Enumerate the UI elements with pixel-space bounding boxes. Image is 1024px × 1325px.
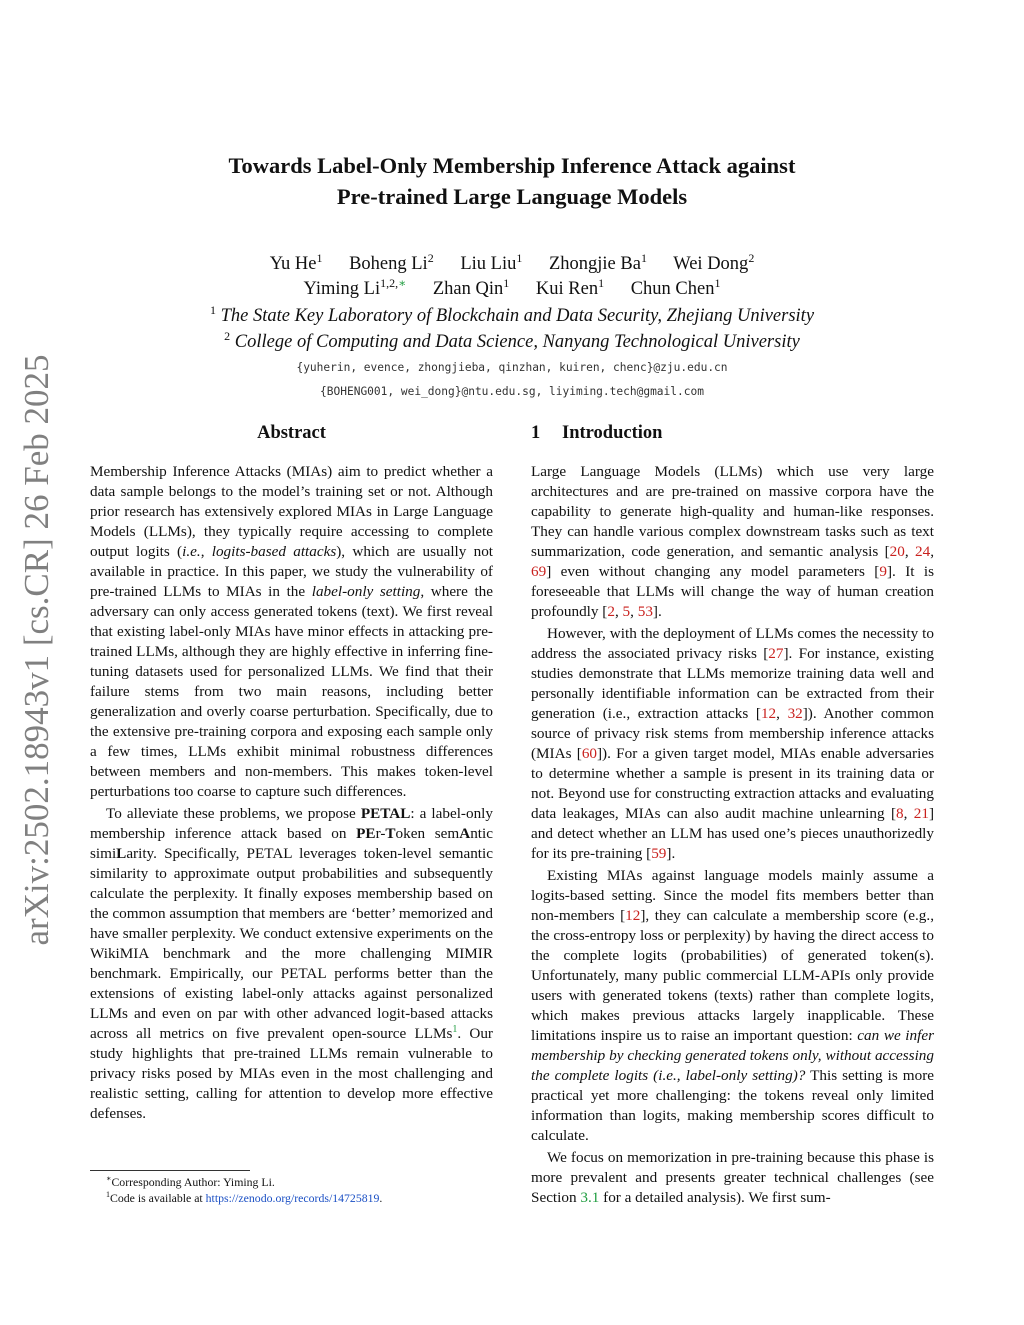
footnote-corresponding (90, 1174, 493, 1190)
author-list (110, 252, 914, 302)
text-run: , (930, 543, 934, 560)
text-run: ], they can calculate a membership score (e.g., the cross-entropy loss or perplexity) by having the direct access to the complete logits (probabilities) of generated token(s). Unfortunately, many public commercial LLM-APIs only provide users with generated tokens (texts) rather than complete logits, which makes previous attacks largely inapplicable. These limitations inspire us to raise an important question: (531, 907, 934, 1044)
text-run: To alleviate these problems, we propose (106, 805, 361, 822)
text-run: i.e. (182, 543, 201, 560)
author-name: Boheng Li (349, 254, 428, 274)
corresponding-author-star[interactable]: ∗ (398, 276, 407, 290)
citation-link[interactable]: 21 (913, 805, 929, 822)
text-run: A (459, 825, 471, 842)
author-affil-mark: 1 (503, 276, 510, 290)
text-run: label-only setting (311, 583, 421, 600)
intro-paragraph-4 (531, 1148, 934, 1208)
text-run: ] even without changing any model parameters [ (546, 563, 880, 580)
text-run: Existing MIAs against language models mainly assume a logits-based setting. Since the model fits members better than non-members [ (531, 867, 934, 924)
text-run: However, with the deployment of LLMs comes the necessity to address the associated privacy risks [ (531, 625, 934, 662)
author-name: Zhongjie Ba (548, 254, 641, 274)
affiliations (110, 303, 914, 355)
text-run: ]. For instance, existing studies demonstrate that LLMs memorize training data well and personally identifiable information can be extracted from their generation (i.e., extraction attacks [ (531, 645, 934, 722)
citation-link[interactable]: 2 (607, 603, 615, 620)
intro-paragraph-1 (531, 462, 934, 622)
paper-title (110, 150, 914, 212)
abstract-heading: Abstract (257, 423, 326, 443)
text-run: T (385, 825, 396, 842)
affil-text: The State Key Laboratory of Blockchain and Data Security, Zhejiang University (220, 306, 815, 326)
arxiv-stamp (14, 350, 60, 950)
text-run: ]. It is foreseeable that LLMs will change the way of human creation profoundly [ (531, 563, 934, 620)
text-run: We focus on memorization in pre-training because this phase is more prevalent and presents greater technical challenges (see Section (531, 1149, 934, 1206)
footnote-end: . (379, 1191, 383, 1205)
footnote-1-link[interactable]: 1 (452, 1024, 458, 1035)
footnote-text: Corresponding Author: Yiming Li. (111, 1175, 275, 1189)
footnotes (90, 1174, 493, 1206)
footnote-code (90, 1190, 493, 1206)
arxiv-stamp-text: arXiv:2502.18943v1 [cs.CR] 26 Feb 2025 (17, 354, 56, 946)
author-row-1 (110, 252, 914, 277)
citation-link[interactable]: 12 (625, 907, 641, 924)
citation-link[interactable]: 9 (879, 563, 887, 580)
text-run: oken sem (395, 825, 460, 842)
title-line-1: Towards Label-Only Membership Inference Attack against (228, 153, 796, 178)
text-run: PE (356, 825, 376, 842)
affil-text: College of Computing and Data Science, Nanyang Technological University (234, 332, 800, 352)
footnote-divider (90, 1170, 250, 1171)
citation-link[interactable]: 32 (787, 705, 803, 722)
author-name: Chun Chen (630, 279, 715, 299)
section-ref-link[interactable]: 3.1 (580, 1189, 600, 1206)
introduction-heading (531, 420, 934, 446)
text-run: ), which are usually not available in practice. In this paper, we study the vulnerability of pre-trained LLMs to MIAs in the (90, 543, 494, 600)
footnote-mark: 1 (106, 1190, 110, 1199)
author-affil-mark: 1,2, (380, 276, 399, 290)
text-run: , (903, 805, 914, 822)
citation-link[interactable]: 60 (581, 745, 597, 762)
text-run: r- (375, 825, 386, 842)
author-affil-mark: 1 (598, 276, 605, 290)
text-run: L (116, 845, 127, 862)
research-question: can we infer membership by checking generated tokens only, without accessing the complete logits (i.e., label-only setting)? (531, 1027, 934, 1084)
citation-link[interactable]: 5 (622, 603, 631, 620)
author-affil-mark: 2 (427, 251, 434, 265)
text-run: ]. (652, 603, 662, 620)
affiliation-1 (110, 303, 914, 329)
text-run: ntic simi (90, 825, 493, 862)
email-line-1: {yuherin, evence, zhongjieba, qinzhan, kuiren, chenc}@zju.edu.cn (296, 361, 728, 374)
footnote-mark: ∗ (106, 1174, 112, 1183)
text-run: Large Language Models (LLMs) which use very large architectures and are pre-trained on massive corpora have the capability to generate high-quality and human-like responses. They can handle various complex downstream tasks such as text summarization, code generation, and semantic analysis [ (531, 463, 934, 560)
intro-paragraph-3 (531, 866, 934, 1146)
citation-link[interactable]: 12 (760, 705, 777, 722)
citation-link[interactable]: 24 (915, 543, 931, 560)
citation-link[interactable]: 69 (531, 563, 547, 580)
intro-paragraph-2 (531, 624, 934, 864)
author-name: Wei Dong (673, 254, 749, 274)
author-affil-mark: 1 (316, 251, 323, 265)
text-run: logits-based attacks (211, 543, 337, 560)
right-column (531, 420, 934, 1208)
citation-link[interactable]: 27 (768, 645, 784, 662)
citation-link[interactable]: 59 (651, 845, 667, 862)
author-row-2 (110, 277, 914, 302)
text-run: , where the adversary can only access generated tokens (text). We first reveal that existing label-only MIAs have minor effects in attacking pre-trained LLMs, although they are highly effective in inferring fine-tuning datasets used for personalized LLMs. We find that their failure stems from two main reasons, including better generalization and overly coarse perturbation. Specifically, due to the extensive pre-training corpora and exposing each sample only a few times, LLMs exhibit minimal robustness differences between members and non-members. This makes token-level perturbations too coarse to capture such differences. (90, 583, 493, 800)
text-run: , (630, 603, 638, 620)
text-run: PETAL (360, 805, 411, 822)
text-run: ]. (666, 845, 676, 862)
text-run: arity. Specifically, PETAL leverages token-level semantic similarity to approximate output probabilities and subsequently calculate the perplexity. It finally exposes membership based on the common assumption that members are ‘better’ memorized and have smaller perplexity. We conduct extensive experiments on the WikiMIA benchmark and the more challenging MIMIR benchmark. Empirically, our PETAL performs better than the extensions of existing label-only attacks against personalized LLMs and even on par with other advanced logit-based attacks across all metrics on five prevalent open-source LLMs (90, 845, 493, 1042)
author-name: Yiming Li (303, 279, 381, 299)
code-url-link[interactable]: https://zenodo.org/records/14725819 (205, 1191, 380, 1205)
author-affil-mark: 2 (748, 251, 755, 265)
citation-link[interactable]: 20 (889, 543, 905, 560)
abstract-paragraph-2 (90, 804, 493, 1124)
citation-link[interactable]: 8 (896, 805, 904, 822)
citation-link[interactable]: 53 (637, 603, 653, 620)
affil-mark: 1 (209, 303, 216, 317)
affiliation-2 (110, 329, 914, 355)
abstract-paragraph-1 (90, 462, 493, 802)
author-name: Yu He (269, 254, 317, 274)
text-run: for a detailed analysis). We first sum- (599, 1189, 831, 1206)
affil-mark: 2 (224, 329, 231, 343)
section-number: 1 (531, 423, 541, 443)
left-column (90, 420, 493, 1124)
text-run: , (776, 705, 788, 722)
author-affil-mark: 1 (714, 276, 721, 290)
text-run: : a label-only membership inference attack based on (90, 805, 493, 842)
author-name: Liu Liu (460, 254, 517, 274)
text-run: . Our study highlights that pre-trained LLMs remain vulnerable to privacy risks posed by MIAs even in the most challenging and realistic setting, calling for attention to develop more effective defenses. (90, 1025, 493, 1122)
author-emails (110, 356, 914, 404)
section-title: Introduction (562, 423, 663, 443)
author-affil-mark: 1 (640, 251, 647, 265)
author-affil-mark: 1 (516, 251, 523, 265)
text-run: ]). For a given target model, MIAs enable adversaries to determine whether a sample is present in its training data or not. Beyond use for constructing extraction attacks and evaluating data leakages, MIAs can also audit machine unlearning [ (531, 745, 934, 822)
text-run: , (614, 603, 623, 620)
text-run: ] and detect whether an LLM has used one’s pieces unauthorizedly for its pre-training [ (531, 805, 935, 862)
text-run: Membership Inference Attacks (MIAs) aim to predict whether a data sample belongs to the model’s training set or not. Although prior research has extensively explored MIAs in Large Language Models (LLMs), they typically require accessing to complete output logits ( (90, 463, 493, 560)
footnote-text: Code is available at (110, 1191, 206, 1205)
text-run: , (904, 543, 916, 560)
text-run: This setting is more practical yet more challenging: the tokens reveal only limited information than logits, making membership scores difficult to calculate. (531, 1067, 934, 1144)
text-run: ]). Another common source of privacy risk stems from membership inference attacks (MIAs [ (531, 705, 934, 762)
author-name: Kui Ren (535, 279, 599, 299)
author-name: Zhan Qin (432, 279, 504, 299)
text-run: , (200, 543, 212, 560)
title-line-2: Pre-trained Large Language Models (336, 184, 688, 209)
email-line-2: {BOHENG001, wei_dong}@ntu.edu.sg, liyiming.tech@gmail.com (320, 385, 704, 398)
